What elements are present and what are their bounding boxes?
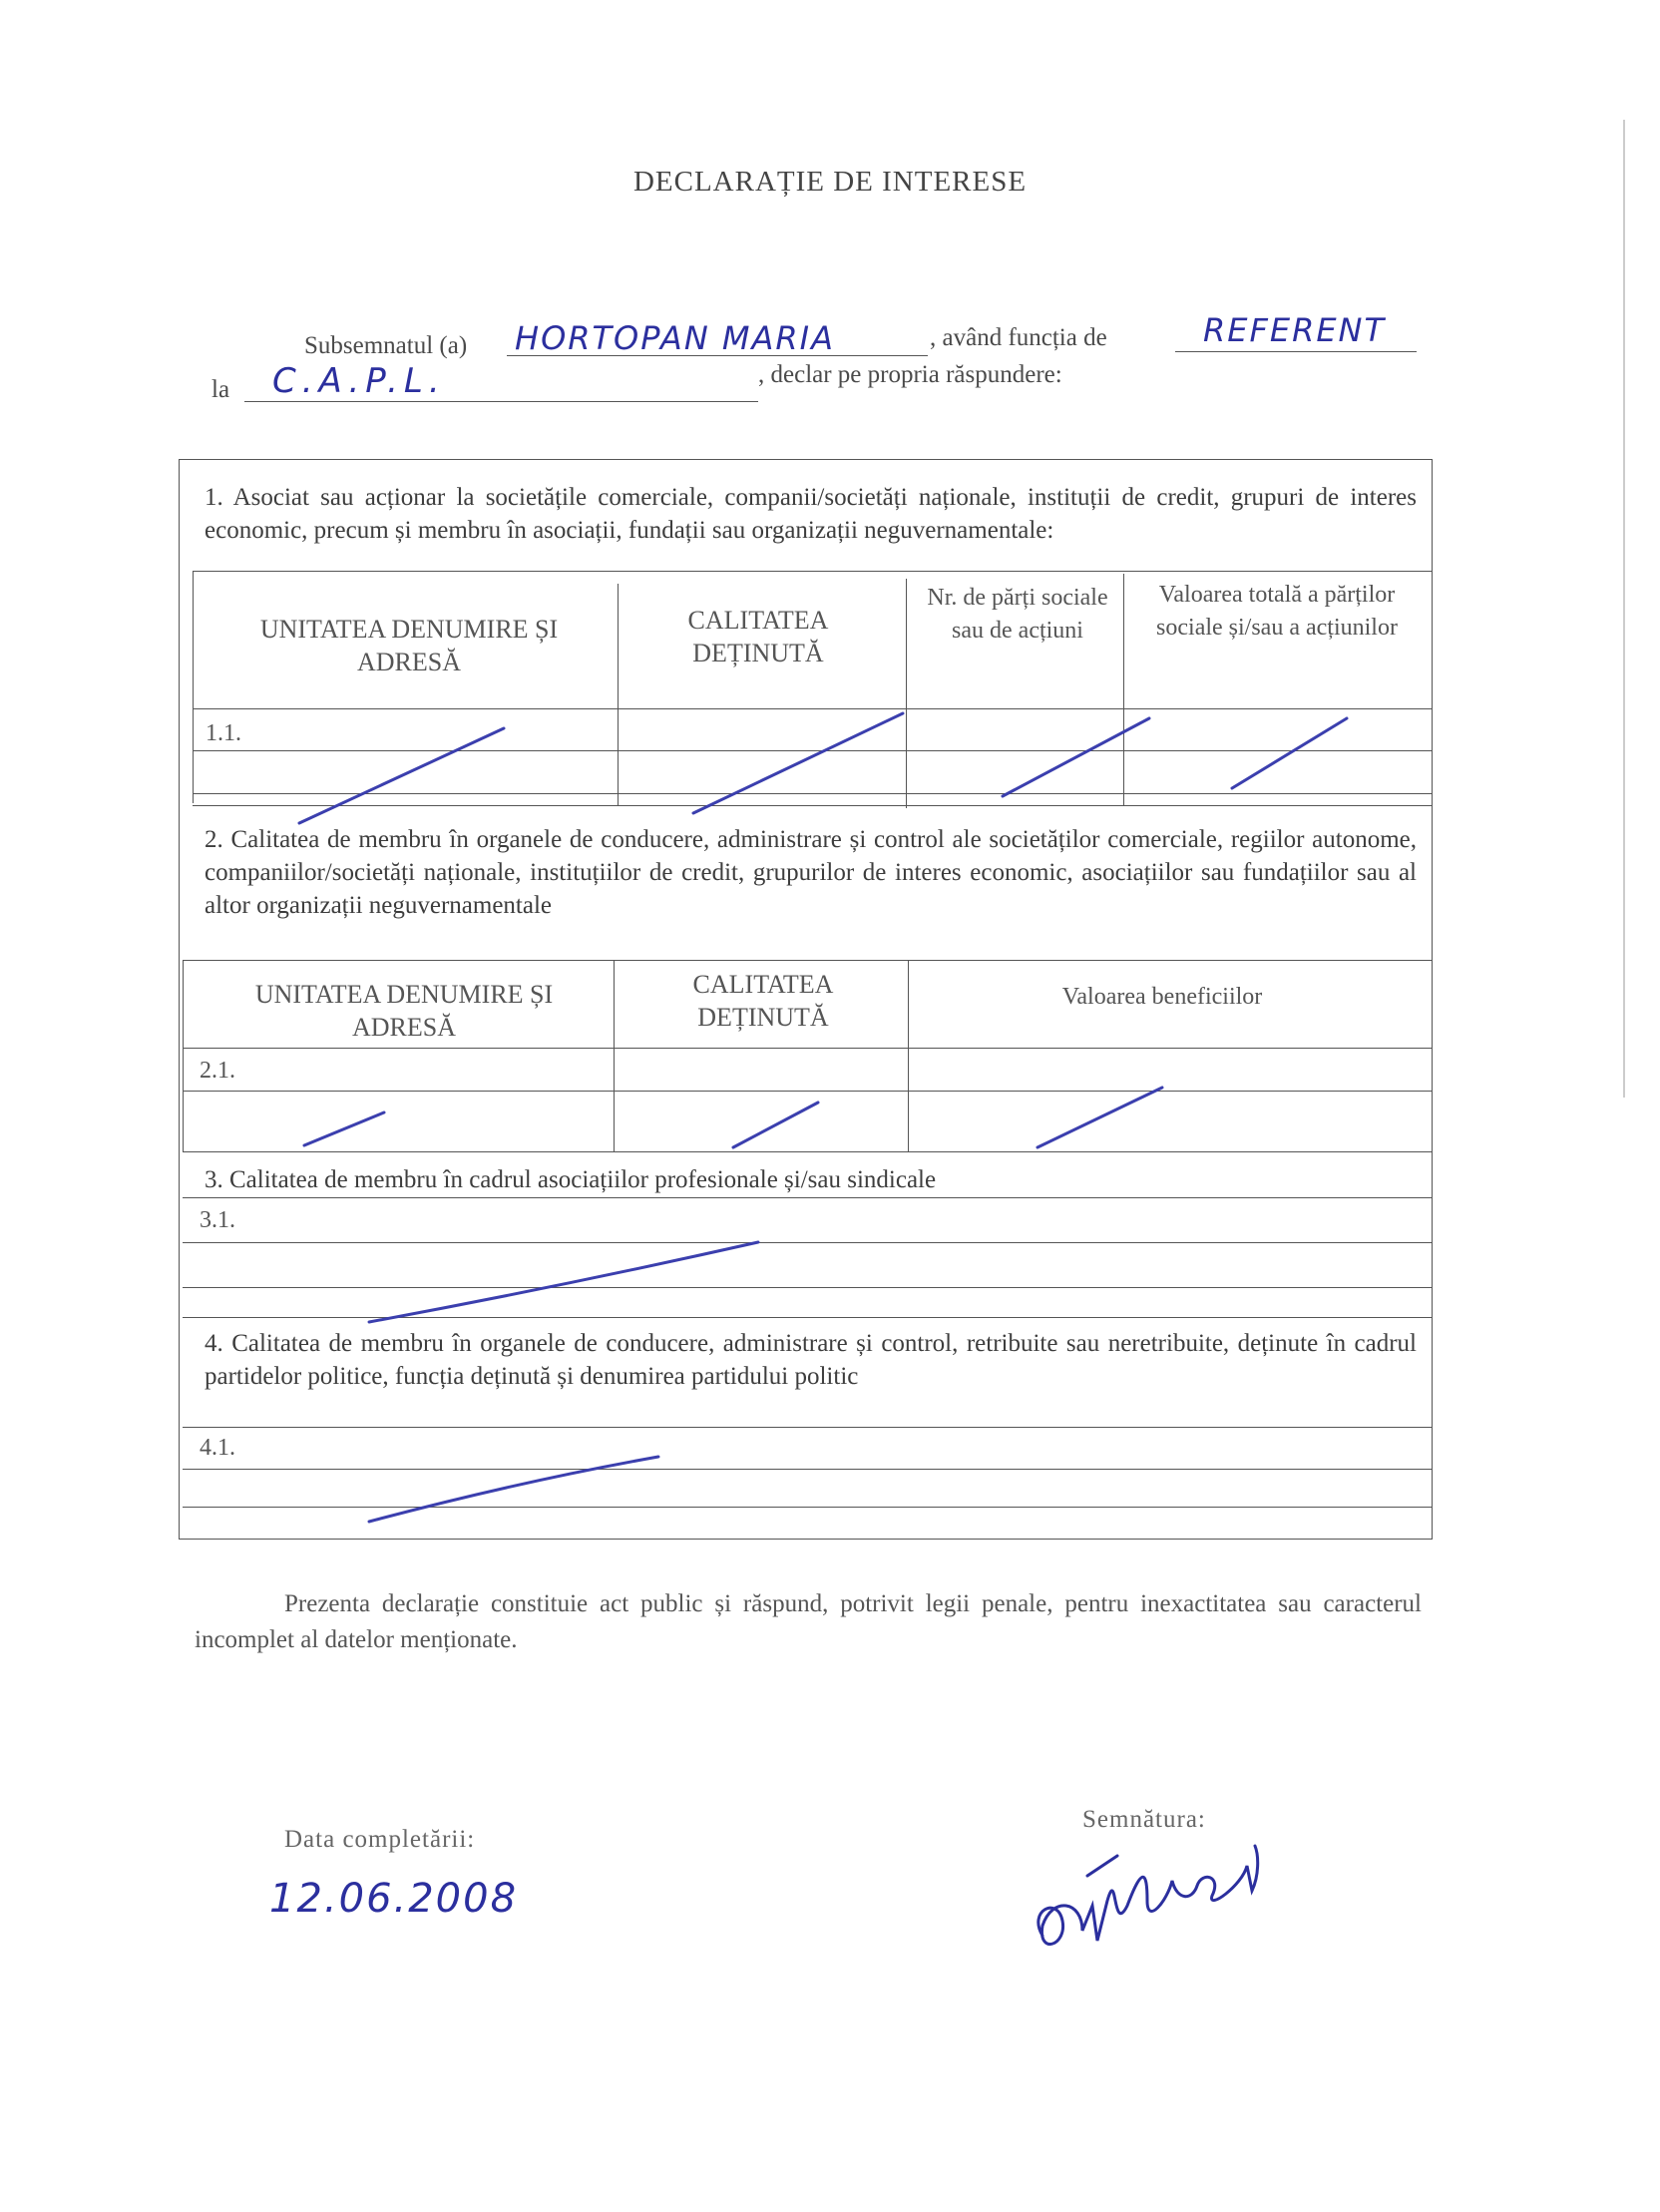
signature-label: Semnătura: [1082,1806,1206,1833]
name-field [507,319,928,357]
s3-row-label: 3.1. [200,1207,235,1233]
name-value: HORTOPAN MARIA [515,319,835,357]
signature-mark [1038,1846,1258,1945]
subsemnatul-label: Subsemnatul (a) [304,332,468,359]
s2-header-unitatea: UNITATEA DENUMIRE ȘI ADRESĂ [254,980,554,1042]
s1-header-calitatea: CALITATEA DEȚINUTĂ [687,606,829,667]
date-value: 12.06.2008 [269,1876,519,1922]
section-4-text: 4. Calitatea de membru în organele de conducere, administrare și control, retribuite sau neretribuite, deținute în cadrul partidelor politice, funcția deținută și denumirea partidului politic [205,1330,1417,1390]
s1-header-nr-parti: Nr. de părți sociale sau de acțiuni [927,585,1108,644]
s1-header-unitatea: UNITATEA DENUMIRE ȘI ADRESĂ [259,615,559,676]
section-3-text: 3. Calitatea de membru în cadrul asociațiilor profesionale și/sau sindicale [205,1166,937,1193]
declar-label: , declar pe propria răspundere: [758,361,1062,388]
section-2-text: 2. Calitatea de membru în organele de conducere, administrare și control ale societăților comerciale, regiilor autonome, companiilor/societăți naționale, instituțiilor de credit, grupurilor de interes economic, asociațiilor sau fundațiilor sau al altor organizații neguvernamentale [205,826,1417,919]
s1-header-valoarea: Valoarea totală a părților sociale și/sau a acțiunilor [1156,582,1398,641]
section-1-text: 1. Asociat sau acționar la societățile comerciale, companii/societăți naționale, instituții de credit, grupuri de interes economic, precum și membru în asociații, fundații sau organizații neguvernamentale: [205,484,1417,544]
s2-row-label: 2.1. [200,1058,235,1084]
s1-row-label: 1.1. [206,720,241,746]
document-title: DECLARAȚIE DE INTERESE [632,166,1028,198]
avand-label: , având funcția de [930,324,1107,351]
s2-header-valoarea: Valoarea beneficiilor [1061,984,1263,1010]
date-label: Data completării: [284,1826,476,1853]
s4-row-label: 4.1. [200,1435,235,1461]
institution-value: C.A.P.L. [272,361,446,401]
legal-statement: Prezenta declarație constituie act public și răspund, potrivit legii penale, pentru inexactitatea sau caracterul incomplet al datelor menționate. [195,1590,1422,1653]
function-value: REFERENT [1203,311,1387,349]
function-field [1175,311,1417,352]
institution-field [244,361,758,402]
la-label: la [211,376,230,403]
s2-header-calitatea: CALITATEA DEȚINUTĂ [692,970,834,1032]
